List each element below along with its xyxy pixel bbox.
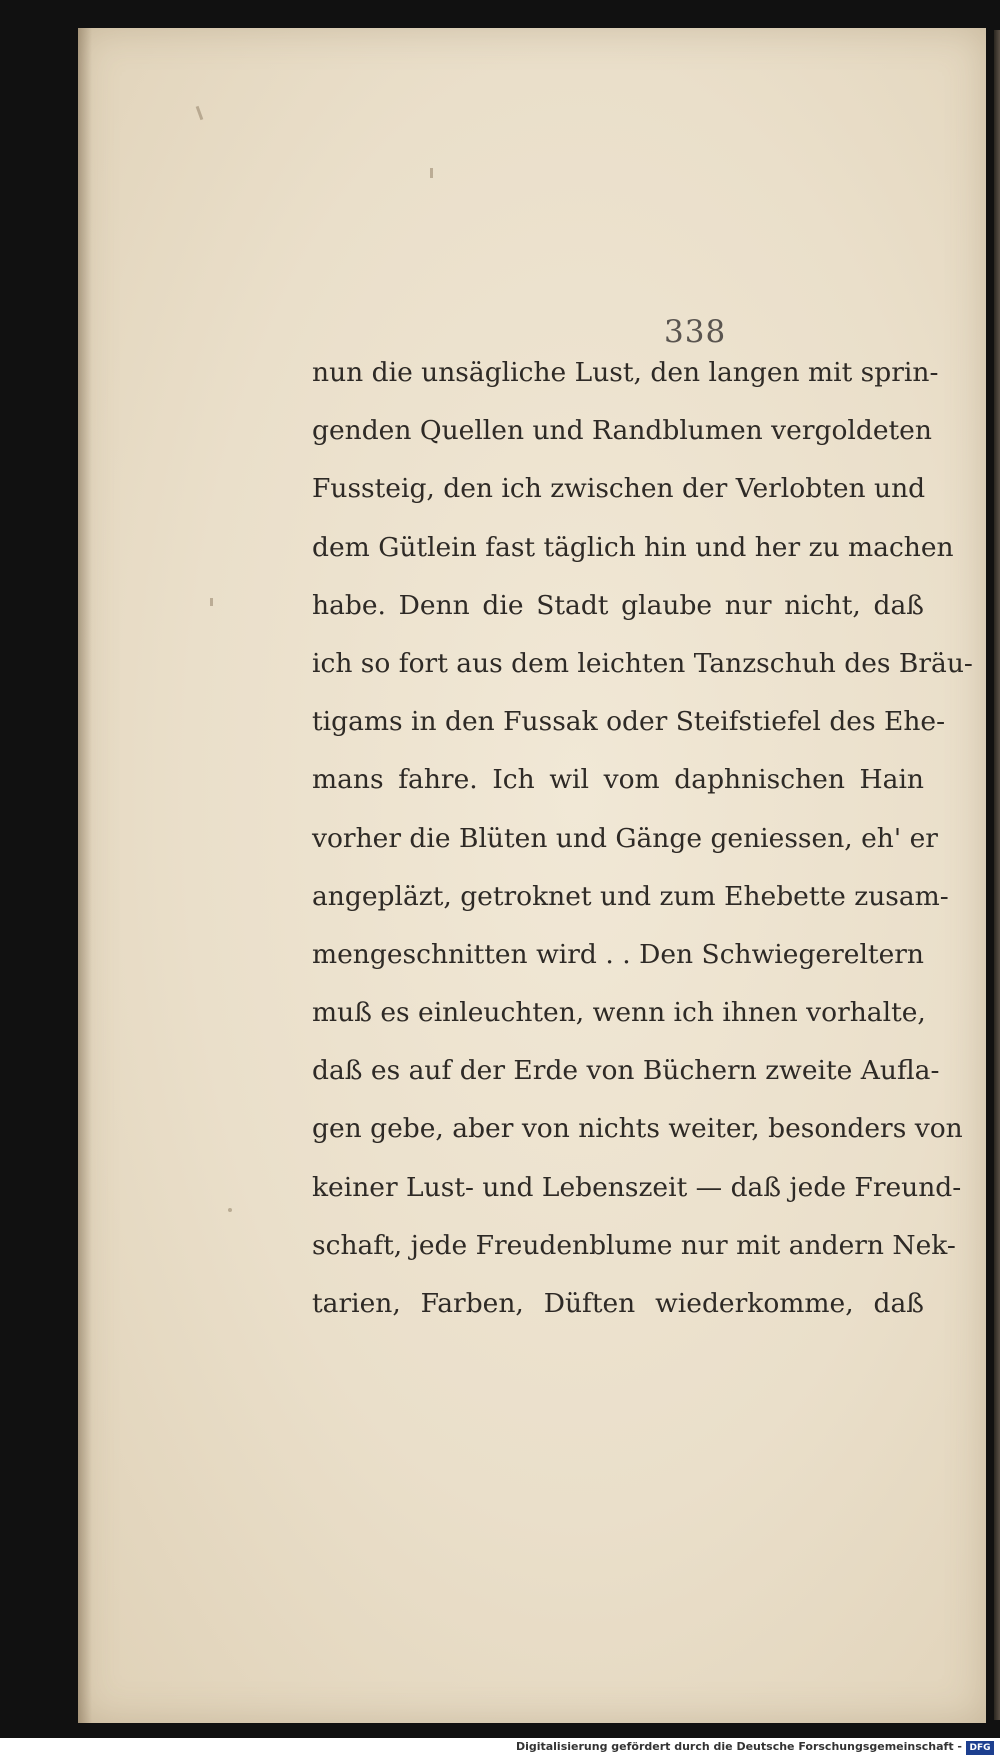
text-line: dem Gütlein fast täglich hin und her zu machen xyxy=(312,531,954,563)
paper-speck xyxy=(196,106,204,120)
text-line: muß es einleuchten, wenn ich ihnen vorhalte, xyxy=(312,997,926,1029)
paper-speck xyxy=(228,1208,232,1212)
digitization-footer xyxy=(0,1738,1000,1759)
text-line: tigams in den Fussak oder Steifstiefel des Ehe- xyxy=(312,706,946,738)
text-line: Fussteig, den ich zwischen der Verlobten und xyxy=(312,473,926,505)
page-number: 338 xyxy=(664,314,727,350)
text-line: habe. Denn die Stadt glaube nur nicht, daß xyxy=(312,589,924,621)
funding-credit: Digitalisierung gefördert durch die Deutsche Forschungsgemeinschaft - xyxy=(515,1740,962,1753)
text-line: gen gebe, aber von nichts weiter, besonders von xyxy=(312,1113,963,1145)
text-line: keiner Lust- und Lebenszeit — daß jede Freund- xyxy=(312,1171,962,1203)
text-line: mans fahre. Ich wil vom daphnischen Hain xyxy=(312,764,924,796)
text-line: schaft, jede Freudenblume nur mit andern Nek- xyxy=(312,1229,956,1261)
book-edge xyxy=(994,30,1000,1720)
text-line: vorher die Blüten und Gänge geniessen, eh' er xyxy=(312,822,938,854)
text-line: tarien, Farben, Düften wiederkomme, daß xyxy=(312,1288,924,1319)
paper-speck xyxy=(210,598,213,606)
text-line: angepläzt, getroknet und zum Ehebette zusam- xyxy=(312,880,949,912)
text-line: nun die unsägliche Lust, den langen mit sprin- xyxy=(312,357,939,388)
body-text xyxy=(312,344,973,1333)
text-line: mengeschnitten wird . . Den Schwiegereltern xyxy=(312,938,924,970)
text-line: genden Quellen und Randblumen vergoldeten xyxy=(312,415,932,447)
dfg-logo: DFG xyxy=(966,1741,994,1755)
paper-speck xyxy=(430,168,433,178)
text-line: ich so fort aus dem leichten Tanzschuh des Bräu- xyxy=(312,647,973,679)
text-line: daß es auf der Erde von Büchern zweite Aufla- xyxy=(312,1055,940,1087)
